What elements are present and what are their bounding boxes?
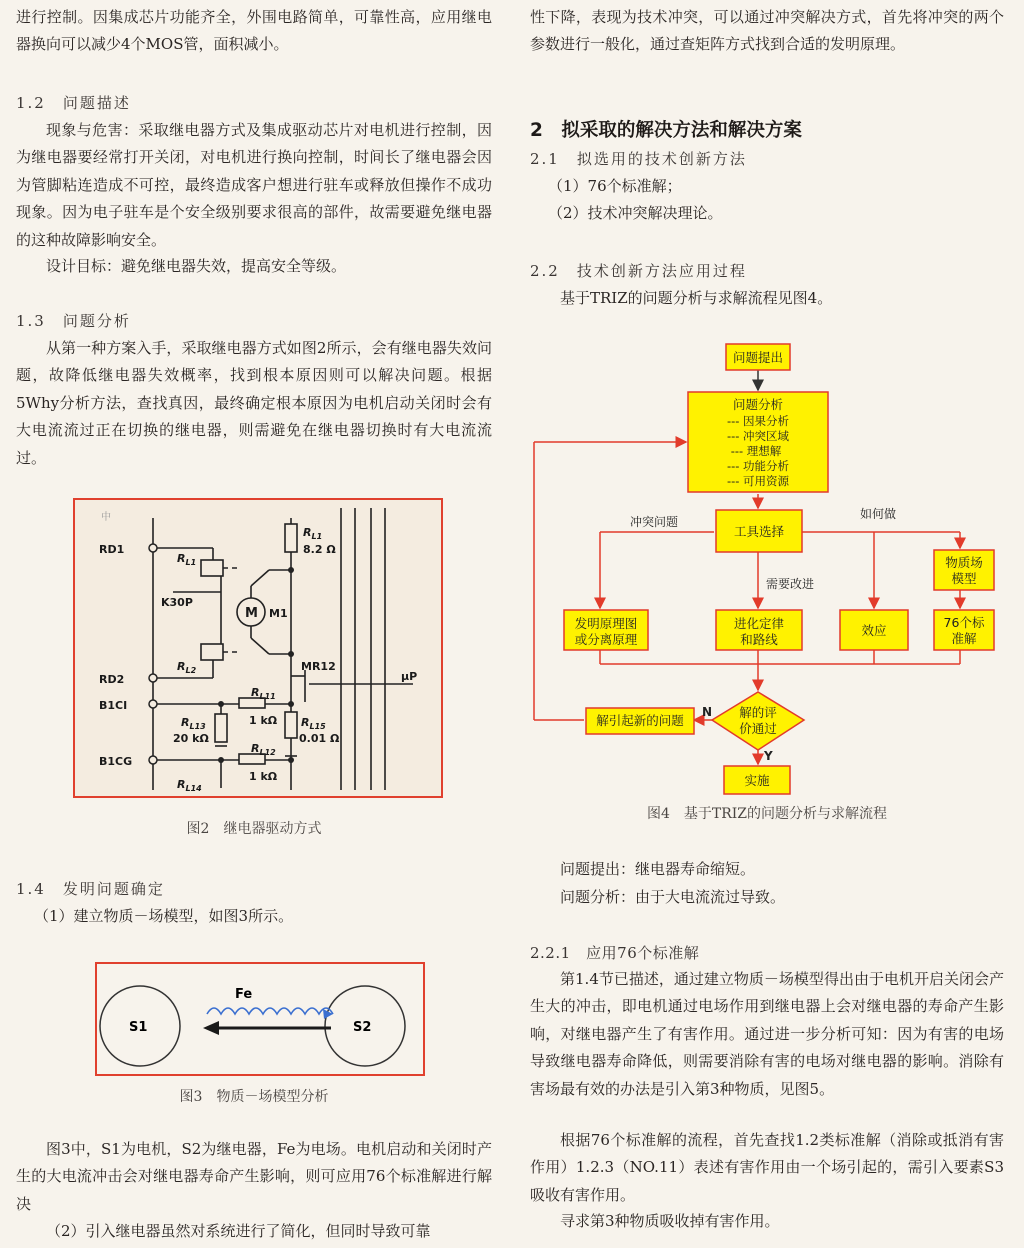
section-1-3-p1: 从第一种方案入手，采取继电器方式如图2所示，会有继电器失效问题，故降低继电器失效概率，找到根本原因则可以解决问题。根据5Why分析方法，查找真因，最终确定根本原因为电机启动关闭时会有大电流流过正在切换的继电器，则需避免在继电器切换时有大电流流过。 <box>16 339 492 467</box>
section-1-2-p2: 设计目标：避免继电器失效，提高安全等级。 <box>46 257 347 275</box>
fig2-label-k30p: K30P <box>161 596 193 609</box>
flow-text-analysis-item-2: --- 冲突区域 <box>726 429 790 443</box>
fig3-label-s1: S1 <box>129 1020 148 1035</box>
paragraph-after-fig3: 图3中，S1为电机，S2为继电器，Fe为电场。电机启动和关闭时产生的大电流冲击会对继电器寿命产生影响，则可应用76个标准解进行解决 <box>16 1140 492 1213</box>
section-1-3-heading: 1.3 问题分析 <box>16 312 131 330</box>
fig2-corner-mark: 中 <box>101 512 111 523</box>
section-1-2-p1: 现象与危害：采取继电器方式及集成驱动芯片对电机进行控制，因为继电器要经常打开关闭，对电机进行换向控制，时间长了继电器会因为管脚粘连造成不可控，最终造成客户想进行驻车或释放但操作不成功现象。因为电子驻车是个安全级别要求很高的部件，故需要避免继电器的这种故障影响安全。 <box>16 121 492 249</box>
fig2-label-rl15-val: 0.01 Ω <box>299 732 340 745</box>
intro-paragraph: 进行控制。因集成芯片功能齐全，外围电路简单，可靠性高，应用继电器换向可以减少4个MOS管，面积减小。 <box>16 8 492 54</box>
figure-2-caption: 图2 继电器驱动方式 <box>186 821 322 837</box>
flow-text-eval-1: 解的评 <box>739 705 777 720</box>
flow-text-problem-raise: 问题提出 <box>732 350 784 365</box>
fig2-label-rl1: $R_{L1}$ <box>303 526 323 541</box>
paragraph-problem-analysis: 问题分析：由于大电流流过导致。 <box>560 888 786 906</box>
fig2-label-b1ci: B1CI <box>99 699 128 712</box>
flow-text-analysis-item-4: --- 功能分析 <box>726 459 790 473</box>
flow-text-new-problem: 解引起新的问题 <box>596 713 684 728</box>
section-2-1-item2: （2）技术冲突解决理论。 <box>548 204 723 222</box>
flow-text-evolution-1: 进化定律 <box>733 616 785 631</box>
fig2-label-rl2-coil: $R_{L2}$ <box>177 660 197 675</box>
figure-3-caption: 图3 物质－场模型分析 <box>179 1089 329 1105</box>
fig2-label-up: μP <box>401 670 418 683</box>
flow-label-how: 如何做 <box>860 507 897 521</box>
fig3-label-fe: Fe <box>235 987 253 1002</box>
section-2-2-1-p2: 根据76个标准解的流程，首先查找1.2类标准解（消除或抵消有害作用）1.2.3（NO.11）表述有害作用由一个场引起的，需引入要素S3吸收有害作用。 <box>530 1131 1004 1204</box>
flow-text-analysis-item-1: --- 因果分析 <box>726 414 790 428</box>
fig2-label-rl11: $R_{L11}$ <box>251 686 276 701</box>
flow-text-76-2: 准解 <box>951 631 977 646</box>
section-2-heading: 2 拟采取的解决方法和解决方案 <box>530 120 802 141</box>
flow-text-analysis-item-5: --- 可用资源 <box>726 474 790 488</box>
fig2-label-rd2: RD2 <box>99 673 125 686</box>
fig2-label-b1cg: B1CG <box>99 755 133 768</box>
flow-label-improve: 需要改进 <box>766 577 815 591</box>
section-1-4-p1: （1）建立物质－场模型，如图3所示。 <box>34 907 294 925</box>
flow-label-conflict: 冲突问题 <box>630 515 679 529</box>
figure-2-circuit <box>73 498 443 798</box>
section-2-1-heading: 2.1 拟选用的技术创新方法 <box>530 150 747 168</box>
fig2-label-rl14: $R_{L14}$ <box>177 778 202 793</box>
right-intro-paragraph: 性下降，表现为技术冲突，可以通过冲突解决方式，首先将冲突的两个参数进行一般化，通过查矩阵方式找到合适的发明原理。 <box>530 8 1004 54</box>
flow-text-analysis-title: 问题分析 <box>732 397 784 412</box>
flow-text-76-1: 76个标 <box>943 615 985 630</box>
flow-text-effect: 效应 <box>861 623 887 638</box>
fig2-label-rl11-val: 1 kΩ <box>249 714 278 727</box>
figure-4-flowchart <box>530 338 1008 800</box>
section-2-2-1-p1: 第1.4节已描述，通过建立物质－场模型得出由于电机开启关闭会产生大的冲击，即电机通过电场作用到继电器上会对继电器的寿命产生影响，对继电器产生了有害作用。通过进一步分析可知：因为有害的电场导致继电器寿命降低，则需要消除有害的电场对继电器的影响。消除有害场最有效的办法是引入第3种物质，见图5。 <box>530 970 1004 1098</box>
fig2-label-rl12-val: 1 kΩ <box>249 770 278 783</box>
fig2-label-rd1: RD1 <box>99 543 125 556</box>
fig2-label-rl1-coil: $R_{L1}$ <box>177 552 197 567</box>
flow-text-su-field-1: 物质场 <box>945 555 983 570</box>
flow-label-y: Y <box>764 749 773 763</box>
figure-4-caption: 图4 基于TRIZ的问题分析与求解流程 <box>646 806 888 822</box>
paragraph-last-left: （2）引入继电器虽然对系统进行了简化，但同时导致可靠 <box>46 1222 431 1240</box>
fig3-label-s2: S2 <box>353 1020 372 1035</box>
section-2-2-heading: 2.2 技术创新方法应用过程 <box>530 262 747 280</box>
flow-label-n: N <box>702 705 713 719</box>
paragraph-problem-raise: 问题提出：继电器寿命缩短。 <box>560 860 756 878</box>
flow-text-evolution-2: 和路线 <box>740 632 778 647</box>
section-2-2-1-p3: 寻求第3种物质吸收掉有害作用。 <box>560 1212 780 1230</box>
fig2-label-m1: M1 <box>269 607 288 620</box>
flow-text-principle-2: 或分离原理 <box>574 632 638 647</box>
fig2-label-rl13: $R_{L13}$ <box>181 716 206 731</box>
fig2-label-rl13-val: 20 kΩ <box>173 732 209 745</box>
section-2-1-item1: （1）76个标准解； <box>548 177 682 195</box>
flow-text-eval-2: 价通过 <box>739 721 777 736</box>
section-2-2-p1: 基于TRIZ的问题分析与求解流程见图4。 <box>560 289 833 307</box>
fig2-label-rl12: $R_{L12}$ <box>251 742 276 757</box>
fig2-label-rl15: $R_{L15}$ <box>301 716 326 731</box>
flow-text-su-field-2: 模型 <box>951 571 977 586</box>
flow-text-implement: 实施 <box>744 773 770 788</box>
section-2-2-1-heading: 2.2.1 应用76个标准解 <box>530 944 700 962</box>
fig2-label-motor: M <box>245 606 258 621</box>
section-1-2-heading: 1.2 问题描述 <box>16 94 131 112</box>
fig2-label-rl1-val: 8.2 Ω <box>303 543 336 556</box>
flow-text-analysis-item-3: --- 理想解 <box>730 444 782 458</box>
figure-3-su-field <box>95 962 425 1076</box>
flow-text-principle-1: 发明原理图 <box>574 616 638 631</box>
flow-text-tool: 工具选择 <box>733 524 785 539</box>
fig2-label-mr12: MR12 <box>301 660 336 673</box>
section-1-4-heading: 1.4 发明问题确定 <box>16 880 165 898</box>
